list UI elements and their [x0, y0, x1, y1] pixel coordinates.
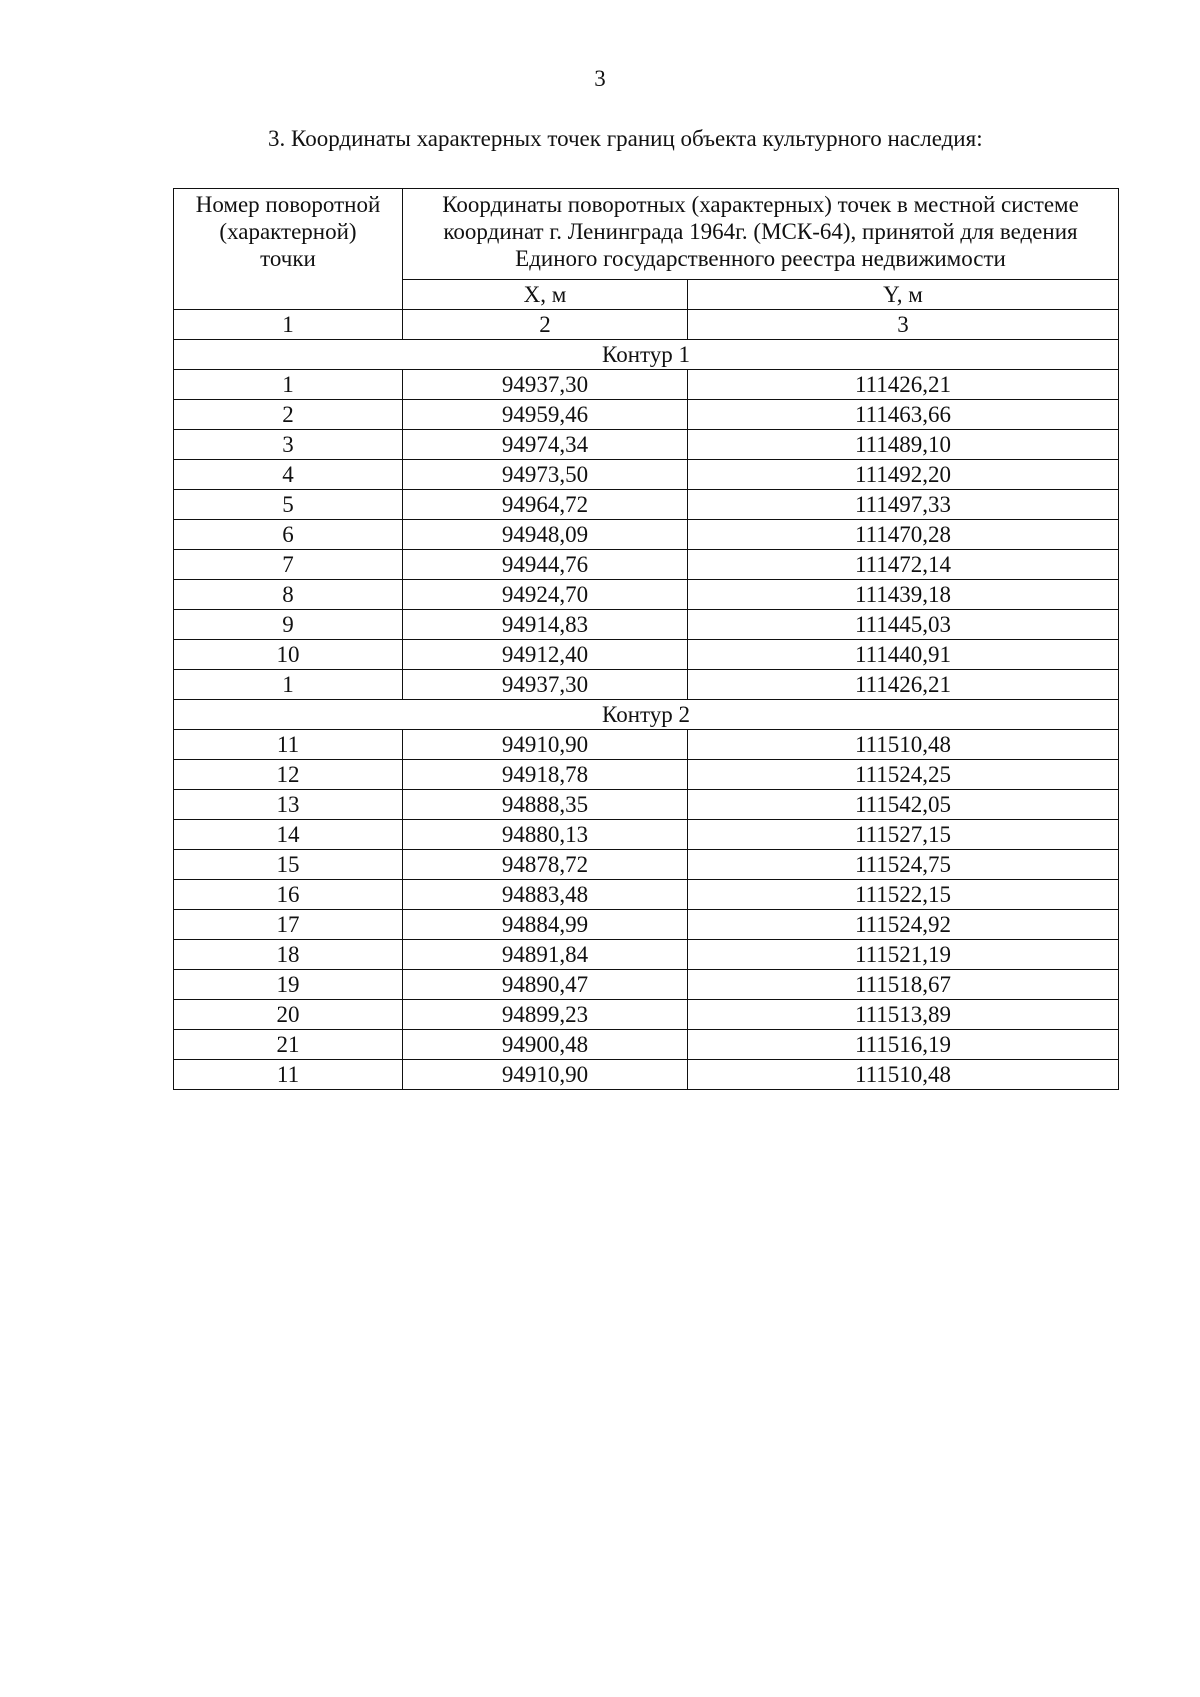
contour-label: Контур 2 [174, 700, 1119, 730]
x-coordinate-cell: 94959,46 [403, 400, 688, 430]
y-coordinate-cell: 111426,21 [688, 370, 1119, 400]
point-number-cell: 16 [174, 880, 403, 910]
point-number-cell: 15 [174, 850, 403, 880]
x-coordinate-cell: 94948,09 [403, 520, 688, 550]
table-row [174, 790, 1119, 820]
table-row [174, 400, 1119, 430]
y-coordinate-cell: 111542,05 [688, 790, 1119, 820]
x-coordinate-cell: 94944,76 [403, 550, 688, 580]
point-number-cell: 10 [174, 640, 403, 670]
point-number-cell: 2 [174, 400, 403, 430]
x-coordinate-cell: 94900,48 [403, 1030, 688, 1060]
x-coordinate-cell: 94937,30 [403, 670, 688, 700]
x-coordinate-cell: 94910,90 [403, 730, 688, 760]
table-row [174, 1060, 1119, 1090]
x-coordinate-cell: 94891,84 [403, 940, 688, 970]
y-coordinate-cell: 111472,14 [688, 550, 1119, 580]
x-coordinate-cell: 94899,23 [403, 1000, 688, 1030]
point-number-cell: 1 [174, 370, 403, 400]
point-number-cell: 11 [174, 730, 403, 760]
table-row [174, 430, 1119, 460]
point-number-cell: 21 [174, 1030, 403, 1060]
table-row [174, 610, 1119, 640]
point-number-cell: 13 [174, 790, 403, 820]
x-coordinate-cell: 94937,30 [403, 370, 688, 400]
point-number-cell: 20 [174, 1000, 403, 1030]
point-number-cell: 18 [174, 940, 403, 970]
table-row [174, 640, 1119, 670]
header-coordinates-line: Координаты поворотных (характерных) точек в местной системе [442, 192, 1079, 217]
table-row [174, 580, 1119, 610]
table-row [174, 550, 1119, 580]
x-coordinate-cell: 94890,47 [403, 970, 688, 1000]
table-row [174, 820, 1119, 850]
y-coordinate-cell: 111516,19 [688, 1030, 1119, 1060]
table-row [174, 520, 1119, 550]
point-number-cell: 4 [174, 460, 403, 490]
y-coordinate-cell: 111489,10 [688, 430, 1119, 460]
x-coordinate-cell: 94914,83 [403, 610, 688, 640]
y-coordinate-cell: 111463,66 [688, 400, 1119, 430]
y-coordinate-cell: 111510,48 [688, 1060, 1119, 1090]
x-coordinate-cell: 94878,72 [403, 850, 688, 880]
point-number-cell: 3 [174, 430, 403, 460]
y-coordinate-cell: 111426,21 [688, 670, 1119, 700]
header-y: Y, м [688, 280, 1119, 310]
point-number-cell: 9 [174, 610, 403, 640]
y-coordinate-cell: 111527,15 [688, 820, 1119, 850]
y-coordinate-cell: 111445,03 [688, 610, 1119, 640]
y-coordinate-cell: 111510,48 [688, 730, 1119, 760]
contour-header-row [174, 340, 1119, 370]
x-coordinate-cell: 94964,72 [403, 490, 688, 520]
point-number-cell: 19 [174, 970, 403, 1000]
x-coordinate-cell: 94910,90 [403, 1060, 688, 1090]
table-row [174, 760, 1119, 790]
header-point-number [174, 189, 403, 310]
x-coordinate-cell: 94912,40 [403, 640, 688, 670]
point-number-cell: 17 [174, 910, 403, 940]
table-row [174, 670, 1119, 700]
point-number-cell: 14 [174, 820, 403, 850]
coordinates-table-body [174, 189, 1119, 1090]
y-coordinate-cell: 111440,91 [688, 640, 1119, 670]
table-row [174, 970, 1119, 1000]
header-point-line: Номер поворотной [195, 192, 381, 217]
y-coordinate-cell: 111439,18 [688, 580, 1119, 610]
column-number: 3 [688, 310, 1119, 340]
point-number-cell: 5 [174, 490, 403, 520]
point-number-cell: 6 [174, 520, 403, 550]
column-number: 1 [174, 310, 403, 340]
y-coordinate-cell: 111513,89 [688, 1000, 1119, 1030]
point-number-cell: 12 [174, 760, 403, 790]
point-number-cell: 8 [174, 580, 403, 610]
column-number-row [174, 310, 1119, 340]
column-number: 2 [403, 310, 688, 340]
y-coordinate-cell: 111497,33 [688, 490, 1119, 520]
x-coordinate-cell: 94888,35 [403, 790, 688, 820]
x-coordinate-cell: 94973,50 [403, 460, 688, 490]
point-number-cell: 7 [174, 550, 403, 580]
x-coordinate-cell: 94880,13 [403, 820, 688, 850]
page-number: 3 [594, 66, 606, 91]
table-row [174, 1000, 1119, 1030]
table-row [174, 880, 1119, 910]
header-coordinates [403, 189, 1119, 280]
x-coordinate-cell: 94924,70 [403, 580, 688, 610]
table-row [174, 370, 1119, 400]
table-row [174, 460, 1119, 490]
point-number-cell: 11 [174, 1060, 403, 1090]
x-coordinate-cell: 94974,34 [403, 430, 688, 460]
y-coordinate-cell: 111492,20 [688, 460, 1119, 490]
header-coordinates-line: координат г. Ленинграда 1964г. (МСК-64), принятой для ведения [443, 219, 1078, 244]
header-row [174, 189, 1119, 280]
table-row [174, 730, 1119, 760]
coordinates-table [173, 188, 1119, 1090]
section-title: 3. Координаты характерных точек границ объекта культурного наследия: [268, 126, 983, 151]
y-coordinate-cell: 111470,28 [688, 520, 1119, 550]
x-coordinate-cell: 94883,48 [403, 880, 688, 910]
table-row [174, 1030, 1119, 1060]
header-coordinates-line: Единого государственного реестра недвижимости [515, 246, 1006, 271]
y-coordinate-cell: 111518,67 [688, 970, 1119, 1000]
table-row [174, 490, 1119, 520]
contour-header-row [174, 700, 1119, 730]
x-coordinate-cell: 94884,99 [403, 910, 688, 940]
header-x: X, м [403, 280, 688, 310]
header-point-line: точки [260, 246, 316, 271]
x-coordinate-cell: 94918,78 [403, 760, 688, 790]
y-coordinate-cell: 111524,25 [688, 760, 1119, 790]
y-coordinate-cell: 111521,19 [688, 940, 1119, 970]
y-coordinate-cell: 111524,92 [688, 910, 1119, 940]
header-point-line: (характерной) [219, 219, 357, 244]
y-coordinate-cell: 111522,15 [688, 880, 1119, 910]
table-row [174, 940, 1119, 970]
contour-label: Контур 1 [174, 340, 1119, 370]
table-row [174, 850, 1119, 880]
y-coordinate-cell: 111524,75 [688, 850, 1119, 880]
table-row [174, 910, 1119, 940]
point-number-cell: 1 [174, 670, 403, 700]
